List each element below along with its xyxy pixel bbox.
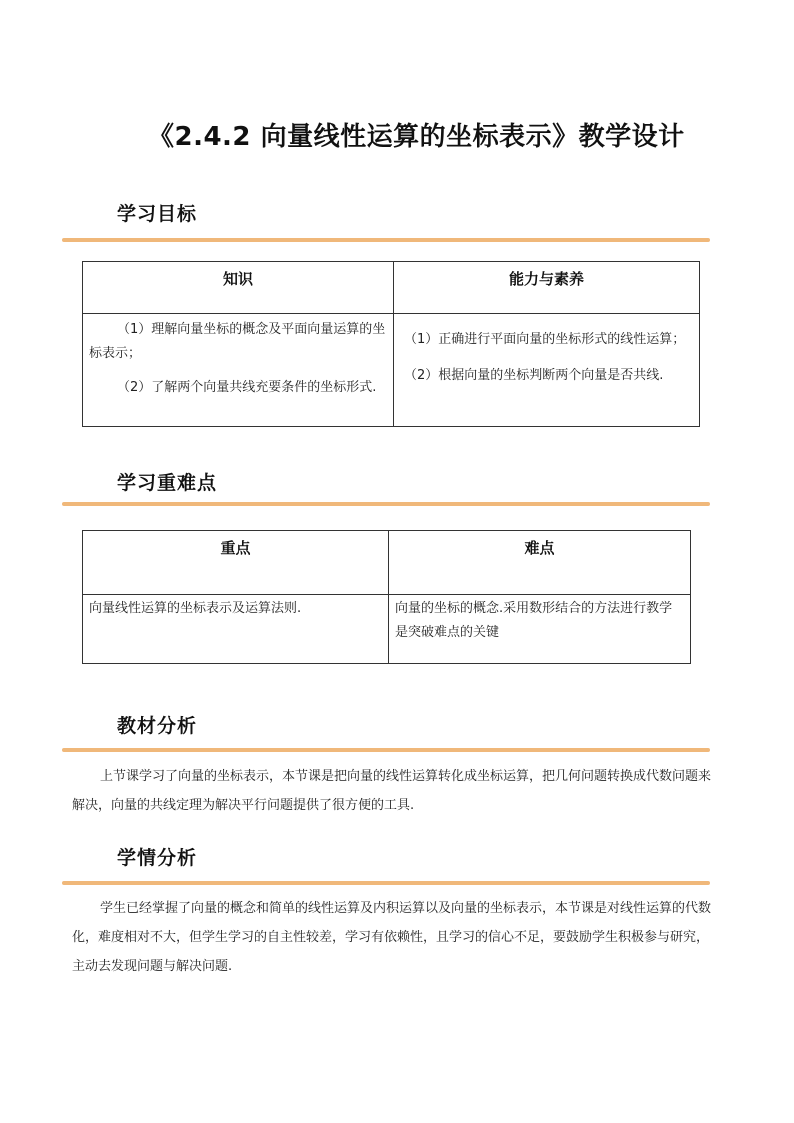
key-points-difficulty-text: 向量的坐标的概念.采用数形结合的方法进行教学是突破难点的关键 [395, 601, 673, 640]
objectives-table [82, 261, 700, 427]
objectives-header-knowledge: 知识 [83, 262, 394, 314]
key-points-focus-text: 向量线性运算的坐标表示及运算法则. [89, 601, 302, 616]
material-paragraph: 上节课学习了向量的坐标表示，本节课是把向量的线性运算转化成坐标运算，把几何问题转换成代数问题来解决，向量的共线定理为解决平行问题提供了很方便的工具. [72, 769, 712, 813]
key-points-header-difficulty: 难点 [389, 531, 691, 595]
section-divider-material [62, 748, 710, 752]
objectives-header-ability: 能力与素养 [394, 262, 700, 314]
students-paragraph: 学生已经掌握了向量的概念和简单的线性运算及内积运算以及向量的坐标表示，本节课是对线性运算的代数化，难度相对不大，但学生学习的自主性较差，学习有依赖性，且学习的信心不足，要鼓励学生积极参与研究，主动去发现问题与解决问题. [72, 901, 712, 974]
objectives-knowledge-item: （1）理解向量坐标的概念及平面向量运算的坐标表示； [89, 322, 386, 361]
section-divider-students [62, 881, 710, 885]
document-title: 《2.4.2 向量线性运算的坐标表示》教学设计 [148, 122, 685, 152]
section-heading-key-points: 学习重难点 [117, 472, 218, 494]
section-divider-objectives [62, 238, 710, 242]
objectives-ability-item: （1）正确进行平面向量的坐标形式的线性运算； [404, 332, 686, 347]
key-points-difficulty-cell [389, 595, 691, 664]
table-row [83, 595, 691, 664]
section-divider-key-points [62, 502, 710, 506]
section-heading-objectives: 学习目标 [117, 203, 198, 225]
section-heading-material: 教材分析 [117, 715, 198, 737]
objectives-ability-item: （2）根据向量的坐标判断两个向量是否共线. [404, 368, 664, 383]
key-points-focus-cell [83, 595, 389, 664]
objectives-ability-cell [394, 314, 700, 427]
key-points-table [82, 530, 691, 664]
key-points-header-focus: 重点 [83, 531, 389, 595]
objectives-knowledge-item: （2）了解两个向量共线充要条件的坐标形式. [117, 380, 377, 395]
table-header-row [83, 531, 691, 595]
table-row [83, 314, 700, 427]
objectives-knowledge-cell [83, 314, 394, 427]
section-heading-students: 学情分析 [117, 847, 198, 869]
table-header-row [83, 262, 700, 314]
